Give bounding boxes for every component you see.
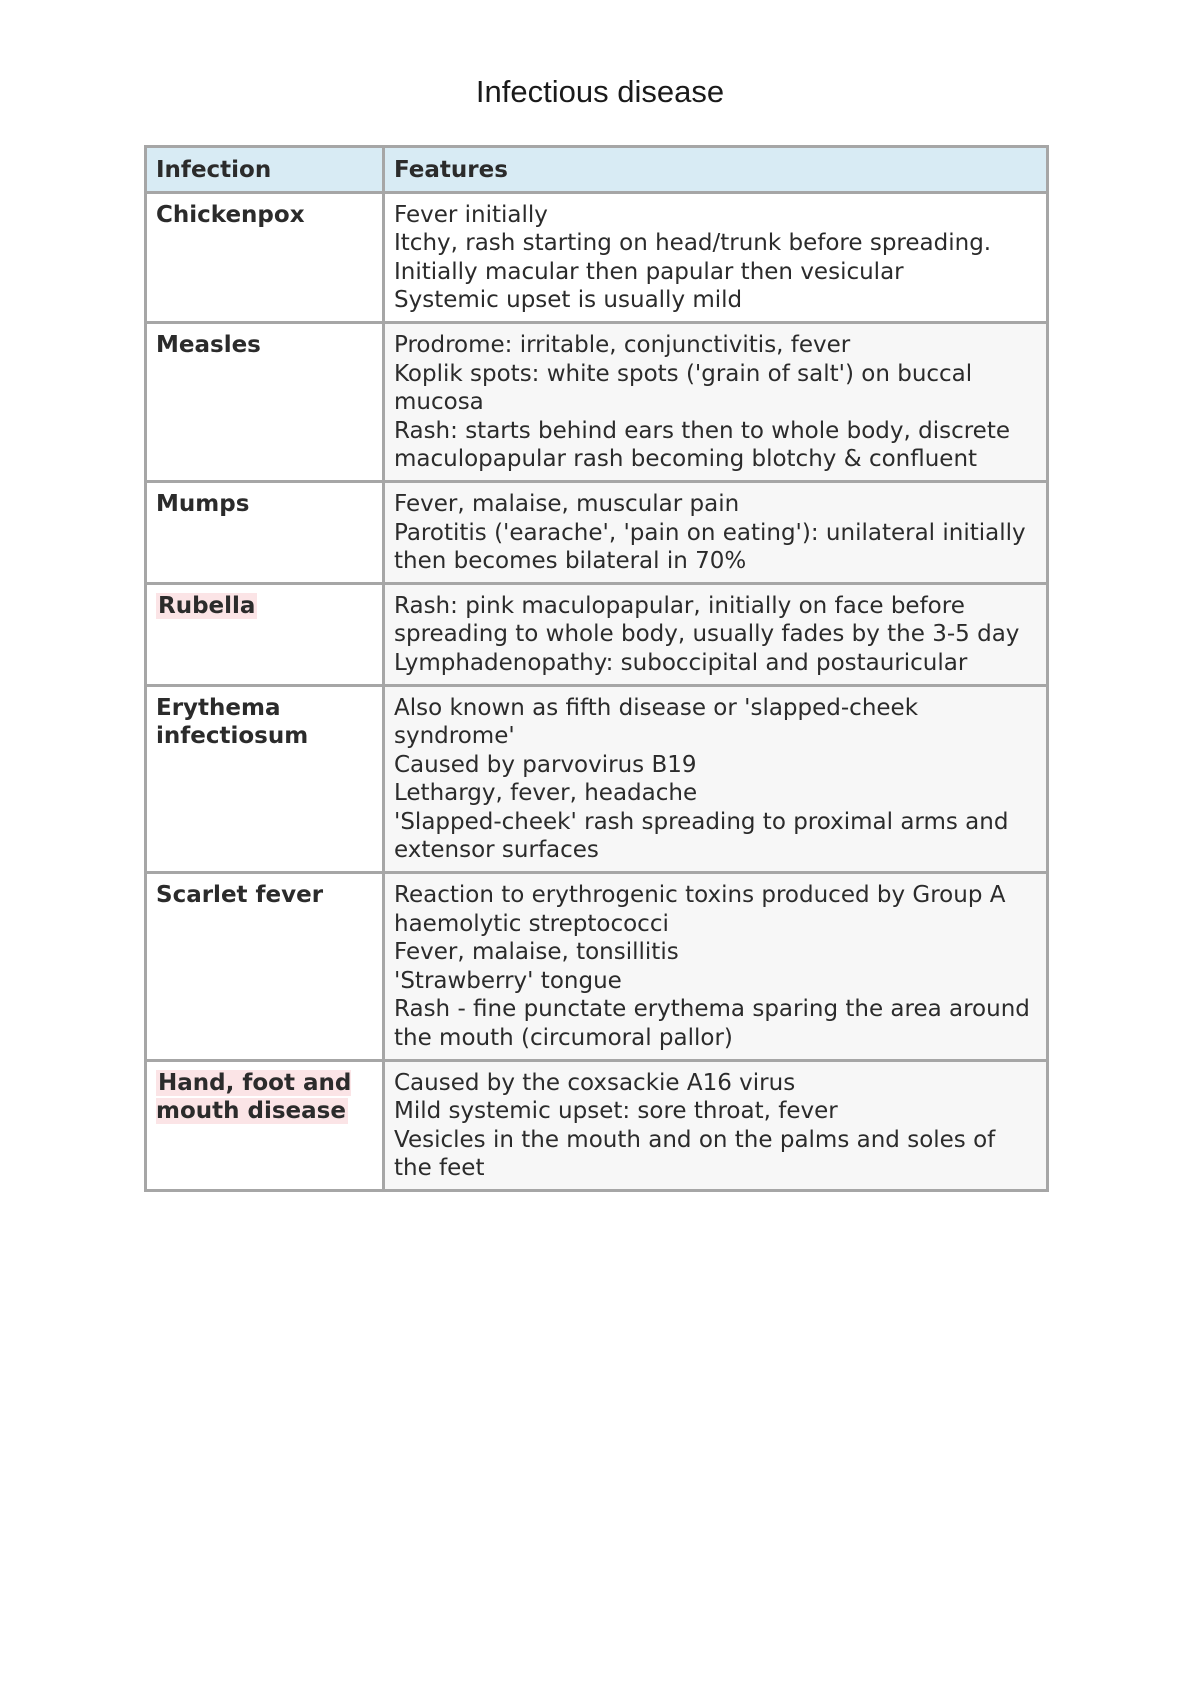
infection-name: Chickenpox: [156, 201, 305, 228]
infection-name-cell: [146, 583, 384, 685]
infection-name-cell: [146, 873, 384, 1061]
feature-line: Mild systemic upset: sore throat, fever: [394, 1098, 838, 1125]
feature-line: Systemic upset is usually mild: [394, 287, 743, 314]
infection-name: Hand, foot and mouth disease: [156, 1069, 352, 1125]
table-row: [146, 481, 1048, 583]
table-row: [146, 192, 1048, 322]
table-body: [146, 192, 1048, 1190]
features-cell: [384, 583, 1048, 685]
feature-line: Caused by the coxsackie A16 virus: [394, 1069, 796, 1096]
table-row: [146, 322, 1048, 481]
infection-name-cell: [146, 1060, 384, 1190]
infection-name: Mumps: [156, 490, 250, 517]
infection-name-cell: [146, 481, 384, 583]
features-cell: [384, 873, 1048, 1061]
feature-line: Koplik spots: white spots ('grain of salt') on buccal mucosa: [394, 360, 973, 416]
feature-line: Rash: starts behind ears then to whole body, discrete maculopapular rash becoming blotchy & confluent: [394, 417, 1010, 473]
infection-name-cell: [146, 192, 384, 322]
feature-line: Lethargy, fever, headache: [394, 780, 698, 807]
feature-line: Itchy, rash starting on head/trunk before spreading.: [394, 230, 992, 257]
header-infection: Infection: [146, 147, 384, 193]
feature-line: Caused by parvovirus B19: [394, 751, 697, 778]
infection-table: [144, 145, 1049, 1192]
feature-line: Vesicles in the mouth and on the palms and soles of the feet: [394, 1126, 996, 1182]
infection-name: Scarlet fever: [156, 882, 324, 909]
table-header-row: [146, 147, 1048, 193]
feature-line: Reaction to erythrogenic toxins produced by Group A haemolytic streptococci: [394, 882, 1006, 937]
infection-name-cell: [146, 322, 384, 481]
feature-line: Fever, malaise, muscular pain: [394, 490, 740, 517]
table-row: [146, 1060, 1048, 1190]
page-title: Infectious disease: [475, 74, 725, 109]
infection-name-cell: [146, 685, 384, 873]
feature-line: Lymphadenopathy: suboccipital and postauricular: [394, 649, 968, 676]
features-cell: [384, 685, 1048, 873]
feature-line: Rash: pink maculopapular, initially on face before spreading to whole body, usually fades by the 3-5 day: [394, 592, 1020, 648]
feature-line: Parotitis ('earache', 'pain on eating'): unilateral initially then becomes bilateral in 70%: [394, 519, 1026, 575]
table-row: [146, 873, 1048, 1061]
feature-line: Prodrome: irritable, conjunctivitis, fever: [394, 331, 851, 358]
infection-name: Measles: [156, 331, 261, 358]
table-row: [146, 685, 1048, 873]
header-features: Features: [384, 147, 1048, 193]
table-row: [146, 583, 1048, 685]
features-cell: [384, 322, 1048, 481]
feature-line: Also known as fifth disease or 'slapped-cheek syndrome': [394, 694, 919, 750]
features-cell: [384, 481, 1048, 583]
infection-name: Erythema infectiosum: [156, 694, 309, 750]
features-cell: [384, 192, 1048, 322]
feature-line: 'Strawberry' tongue: [394, 967, 622, 994]
feature-line: Rash - fine punctate erythema sparing the area around the mouth (circumoral pallor): [394, 996, 1030, 1052]
feature-line: Fever, malaise, tonsillitis: [394, 939, 679, 966]
feature-line: Initially macular then papular then vesicular: [394, 258, 904, 285]
features-cell: [384, 1060, 1048, 1190]
infection-name: Rubella: [158, 592, 256, 619]
feature-line: Fever initially: [394, 201, 548, 228]
feature-line: 'Slapped-cheek' rash spreading to proximal arms and extensor surfaces: [394, 808, 1009, 864]
